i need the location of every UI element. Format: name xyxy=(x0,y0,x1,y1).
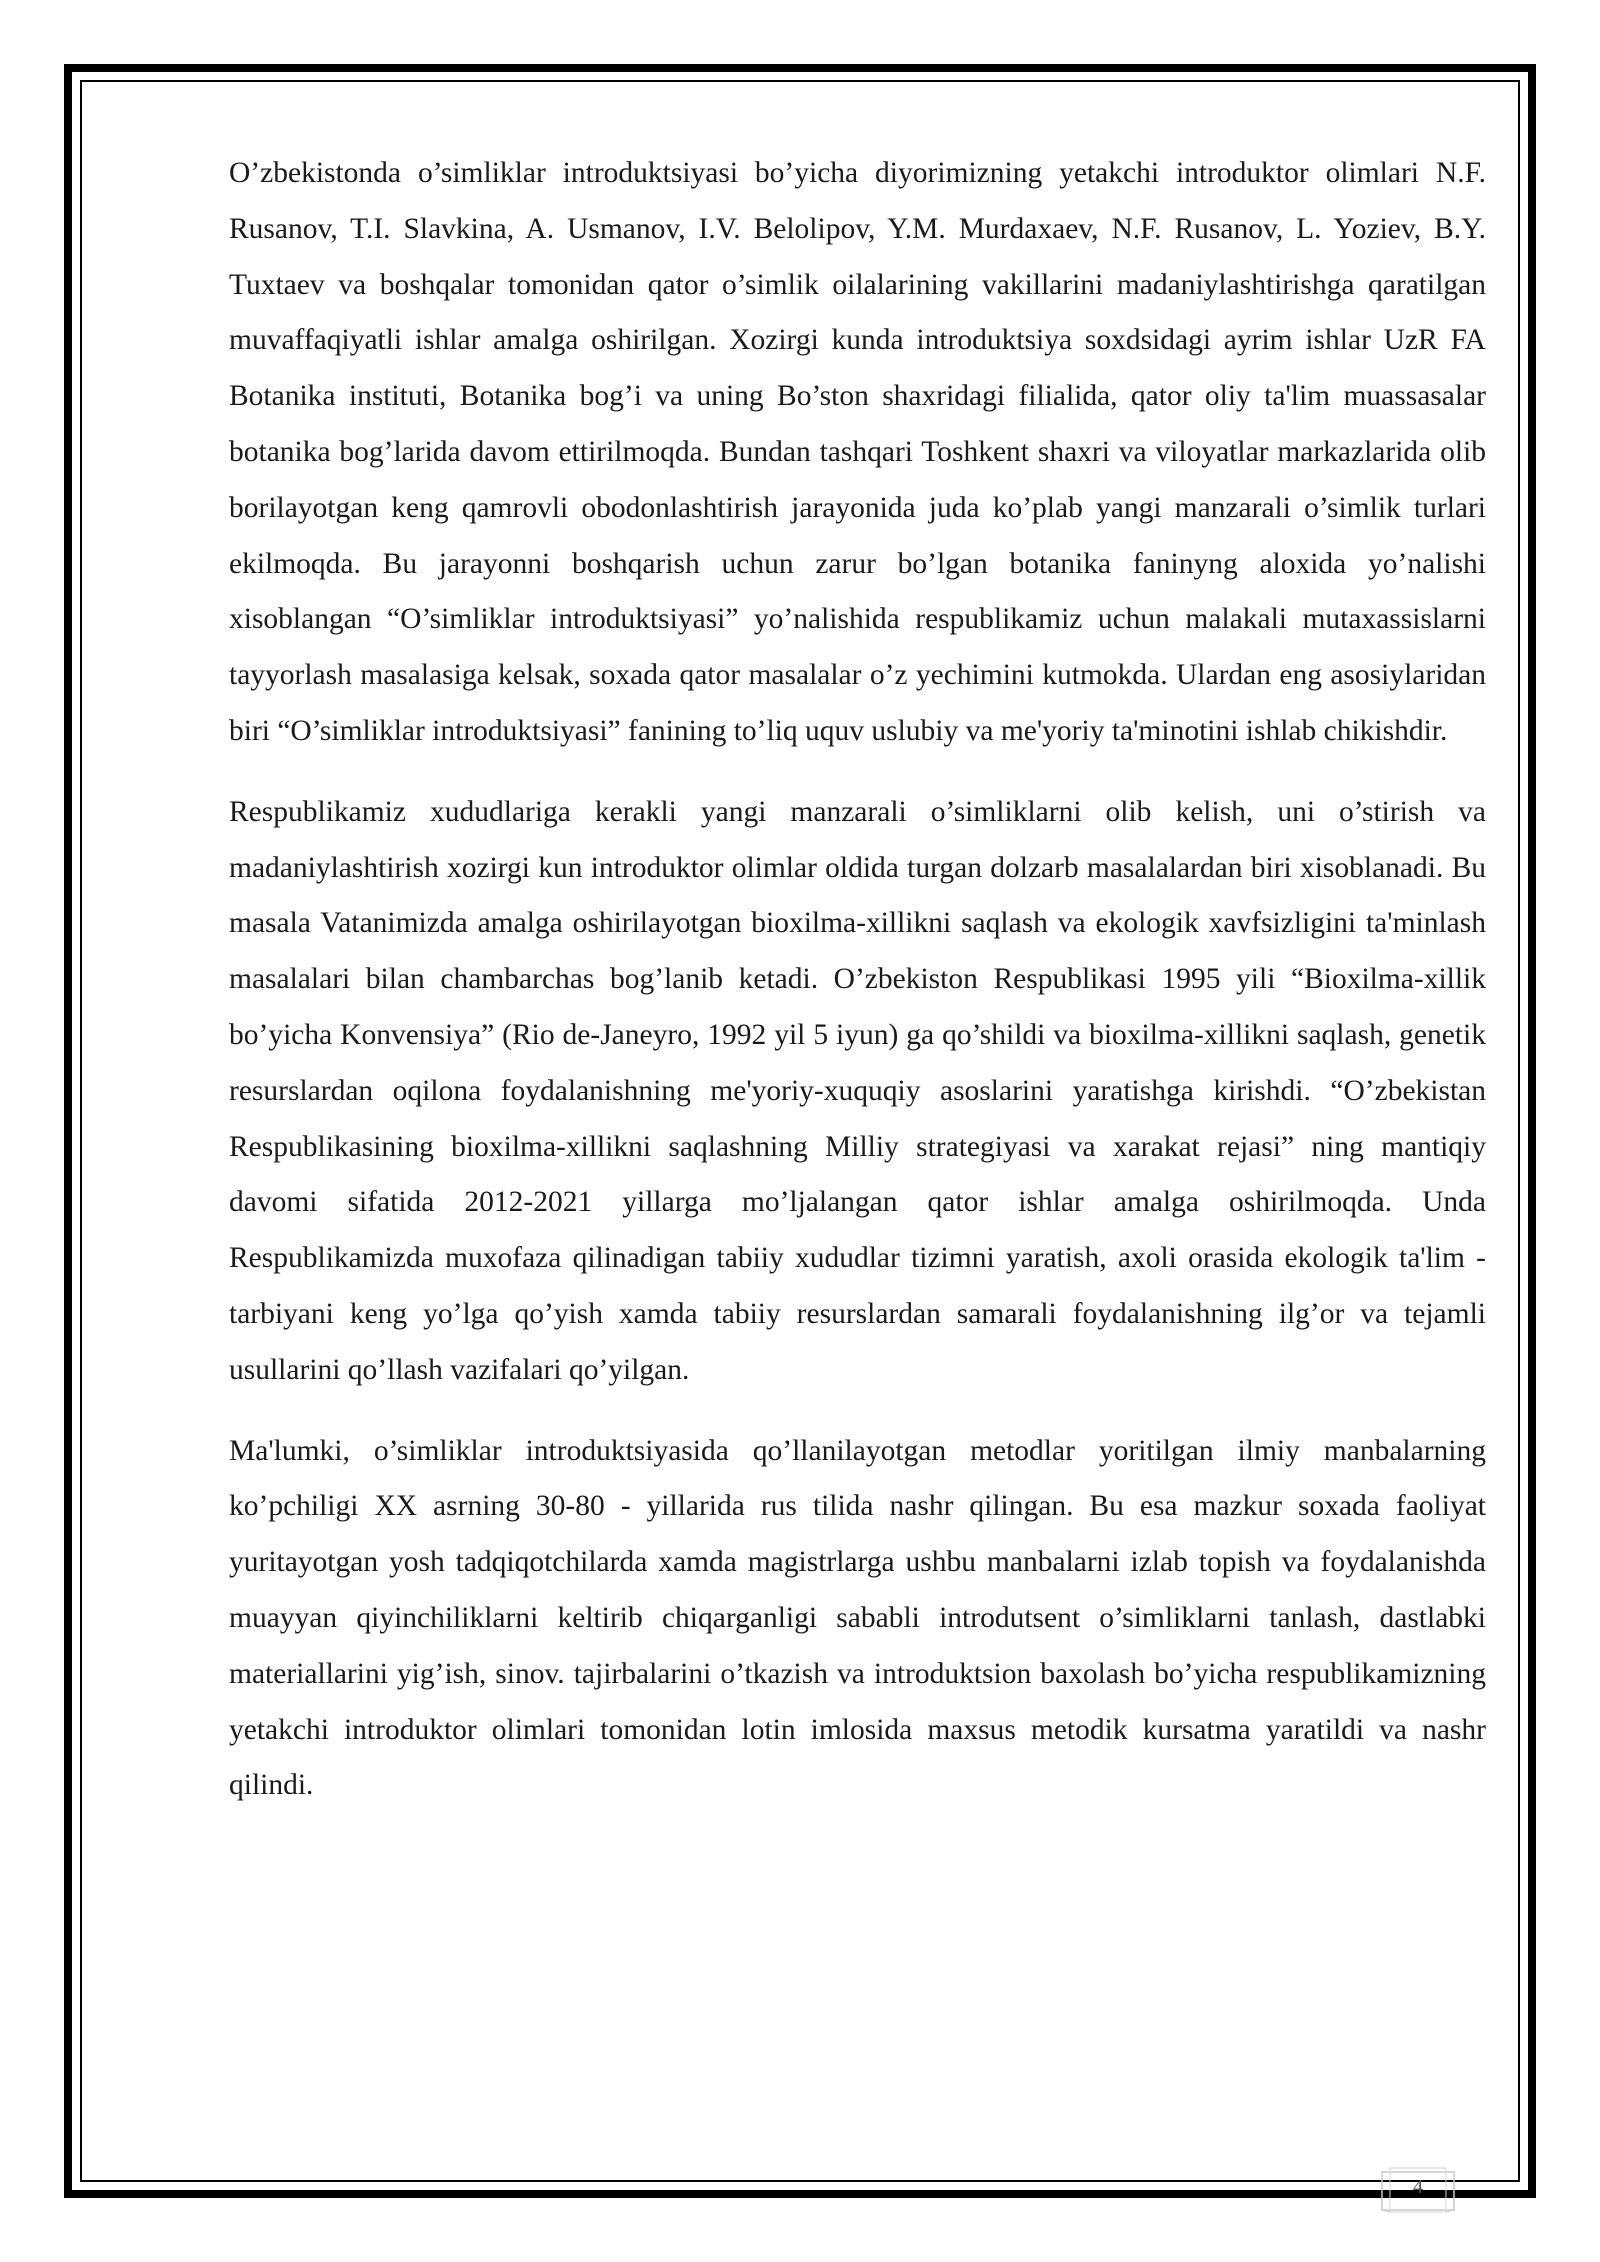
page-number: 4 xyxy=(1413,2176,1423,2198)
paragraph-methods-literature: Ma'lumki, o’simliklar introduktsiyasida qo’llanilayotgan metodlar yoritilgan ilmiy manbalarning ko’pchiligi XX asrning 30-80 - yillarida rus tilida nashr qilingan. Bu esa mazkur soxada faoliyat yuritayotgan yosh tadqiqotchilarda xamda magistrlarga ushbu manbalarni izlab topish va foydalanishda muayyan qiyinchiliklarni keltirib chiqarganligi sababli introdutsent o’simliklarni tanlash, dastlabki materiallarini yig’ish, sinov. tajirbalarini o’tkazish va introduktsion baxolash bo’yicha respublikamizning yetakchi introduktor olimlari tomonidan lotin imlosida maxsus metodik kursatma yaratildi va nashr qilindi. xyxy=(229,1434,1486,1802)
paragraph-introduction-scholars: O’zbekistonda o’simliklar introduktsiyasi bo’yicha diyorimizning yetakchi introduktor olimlari N.F. Rusanov, T.I. Slavkina, A. Usmanov, I.V. Belolipov, Y.M. Murdaxaev, N.F. Rusanov, L. Yoziev, B.Y. Tuxtaev va boshqalar tomonidan qator o’simlik oilalarining vakillarini madaniylashtirishga qaratilgan muvaffaqiyatli ishlar amalga oshirilgan. Xozirgi kunda introduktsiya soxdsidagi ayrim ishlar UzR FA Botanika instituti, Botanika bog’i va uning Bo’ston shaxridagi filialida, qator oliy ta'lim muassasalar botanika bog’larida davom ettirilmoqda. Bundan tashqari Toshkent shaxri va viloyatlar markazlarida olib borilayotgan keng qamrovli obodonlashtirish jarayonida juda ko’plab yangi manzarali o’simlik turlari ekilmoqda. Bu jarayonni boshqarish uchun zarur bo’lgan botanika faninyng aloxida yo’nalishi xisoblangan “O’simliklar introduktsiyasi” yo’nalishida respublikamiz uchun malakali mutaxassislarni tayyorlash masalasiga kelsak, soxada qator masalalar o’z yechimini kutmokda. Ulardan eng asosiylaridan biri “O’simliklar introduktsiyasi” fanining to’liq uquv uslubiy va me'yoriy ta'minotini ishlab chikishdir. xyxy=(229,157,1486,747)
paragraph-biodiversity: Respublikamiz xududlariga kerakli yangi manzarali o’simliklarni olib kelish, uni o’stirish va madaniylashtirish xozirgi kun introduktor olimlar oldida turgan dolzarb masalalardan biri xisoblanadi. Bu masala Vatanimizda amalga oshirilayotgan bioxilma-xillikni saqlash va ekologik xavfsizligini ta'minlash masalalari bilan chambarchas bog’lanib ketadi. O’zbekiston Respublikasi 1995 yili “Bioxilma-xillik bo’yicha Konvensiya” (Rio de-Janeyro, 1992 yil 5 iyun) ga qo’shildi va bioxilma-xillikni saqlash, genetik resurslardan oqilona foydalanishning me'yoriy-xuquqiy asoslarini yaratishga kirishdi. “O’zbekistan Respublikasining bioxilma-xillikni saqlashning Milliy strategiyasi va xarakat rejasi” ning mantiqiy davomi sifatida 2012-2021 yillarga mo’ljalangan qator ishlar amalga oshirilmoqda. Unda Respublikamizda muxofaza qilinadigan tabiiy xududlar tizimni yaratish, axoli orasida ekologik ta'lim - tarbiyani keng yo’lga qo’yish xamda tabiiy resurslardan samarali foydalanishning ilg’or va tejamli usullarini qo’llash vazifalari qo’yilgan. xyxy=(229,795,1486,1386)
page-number-badge xyxy=(1378,2164,1458,2216)
document-body xyxy=(229,146,1486,1839)
